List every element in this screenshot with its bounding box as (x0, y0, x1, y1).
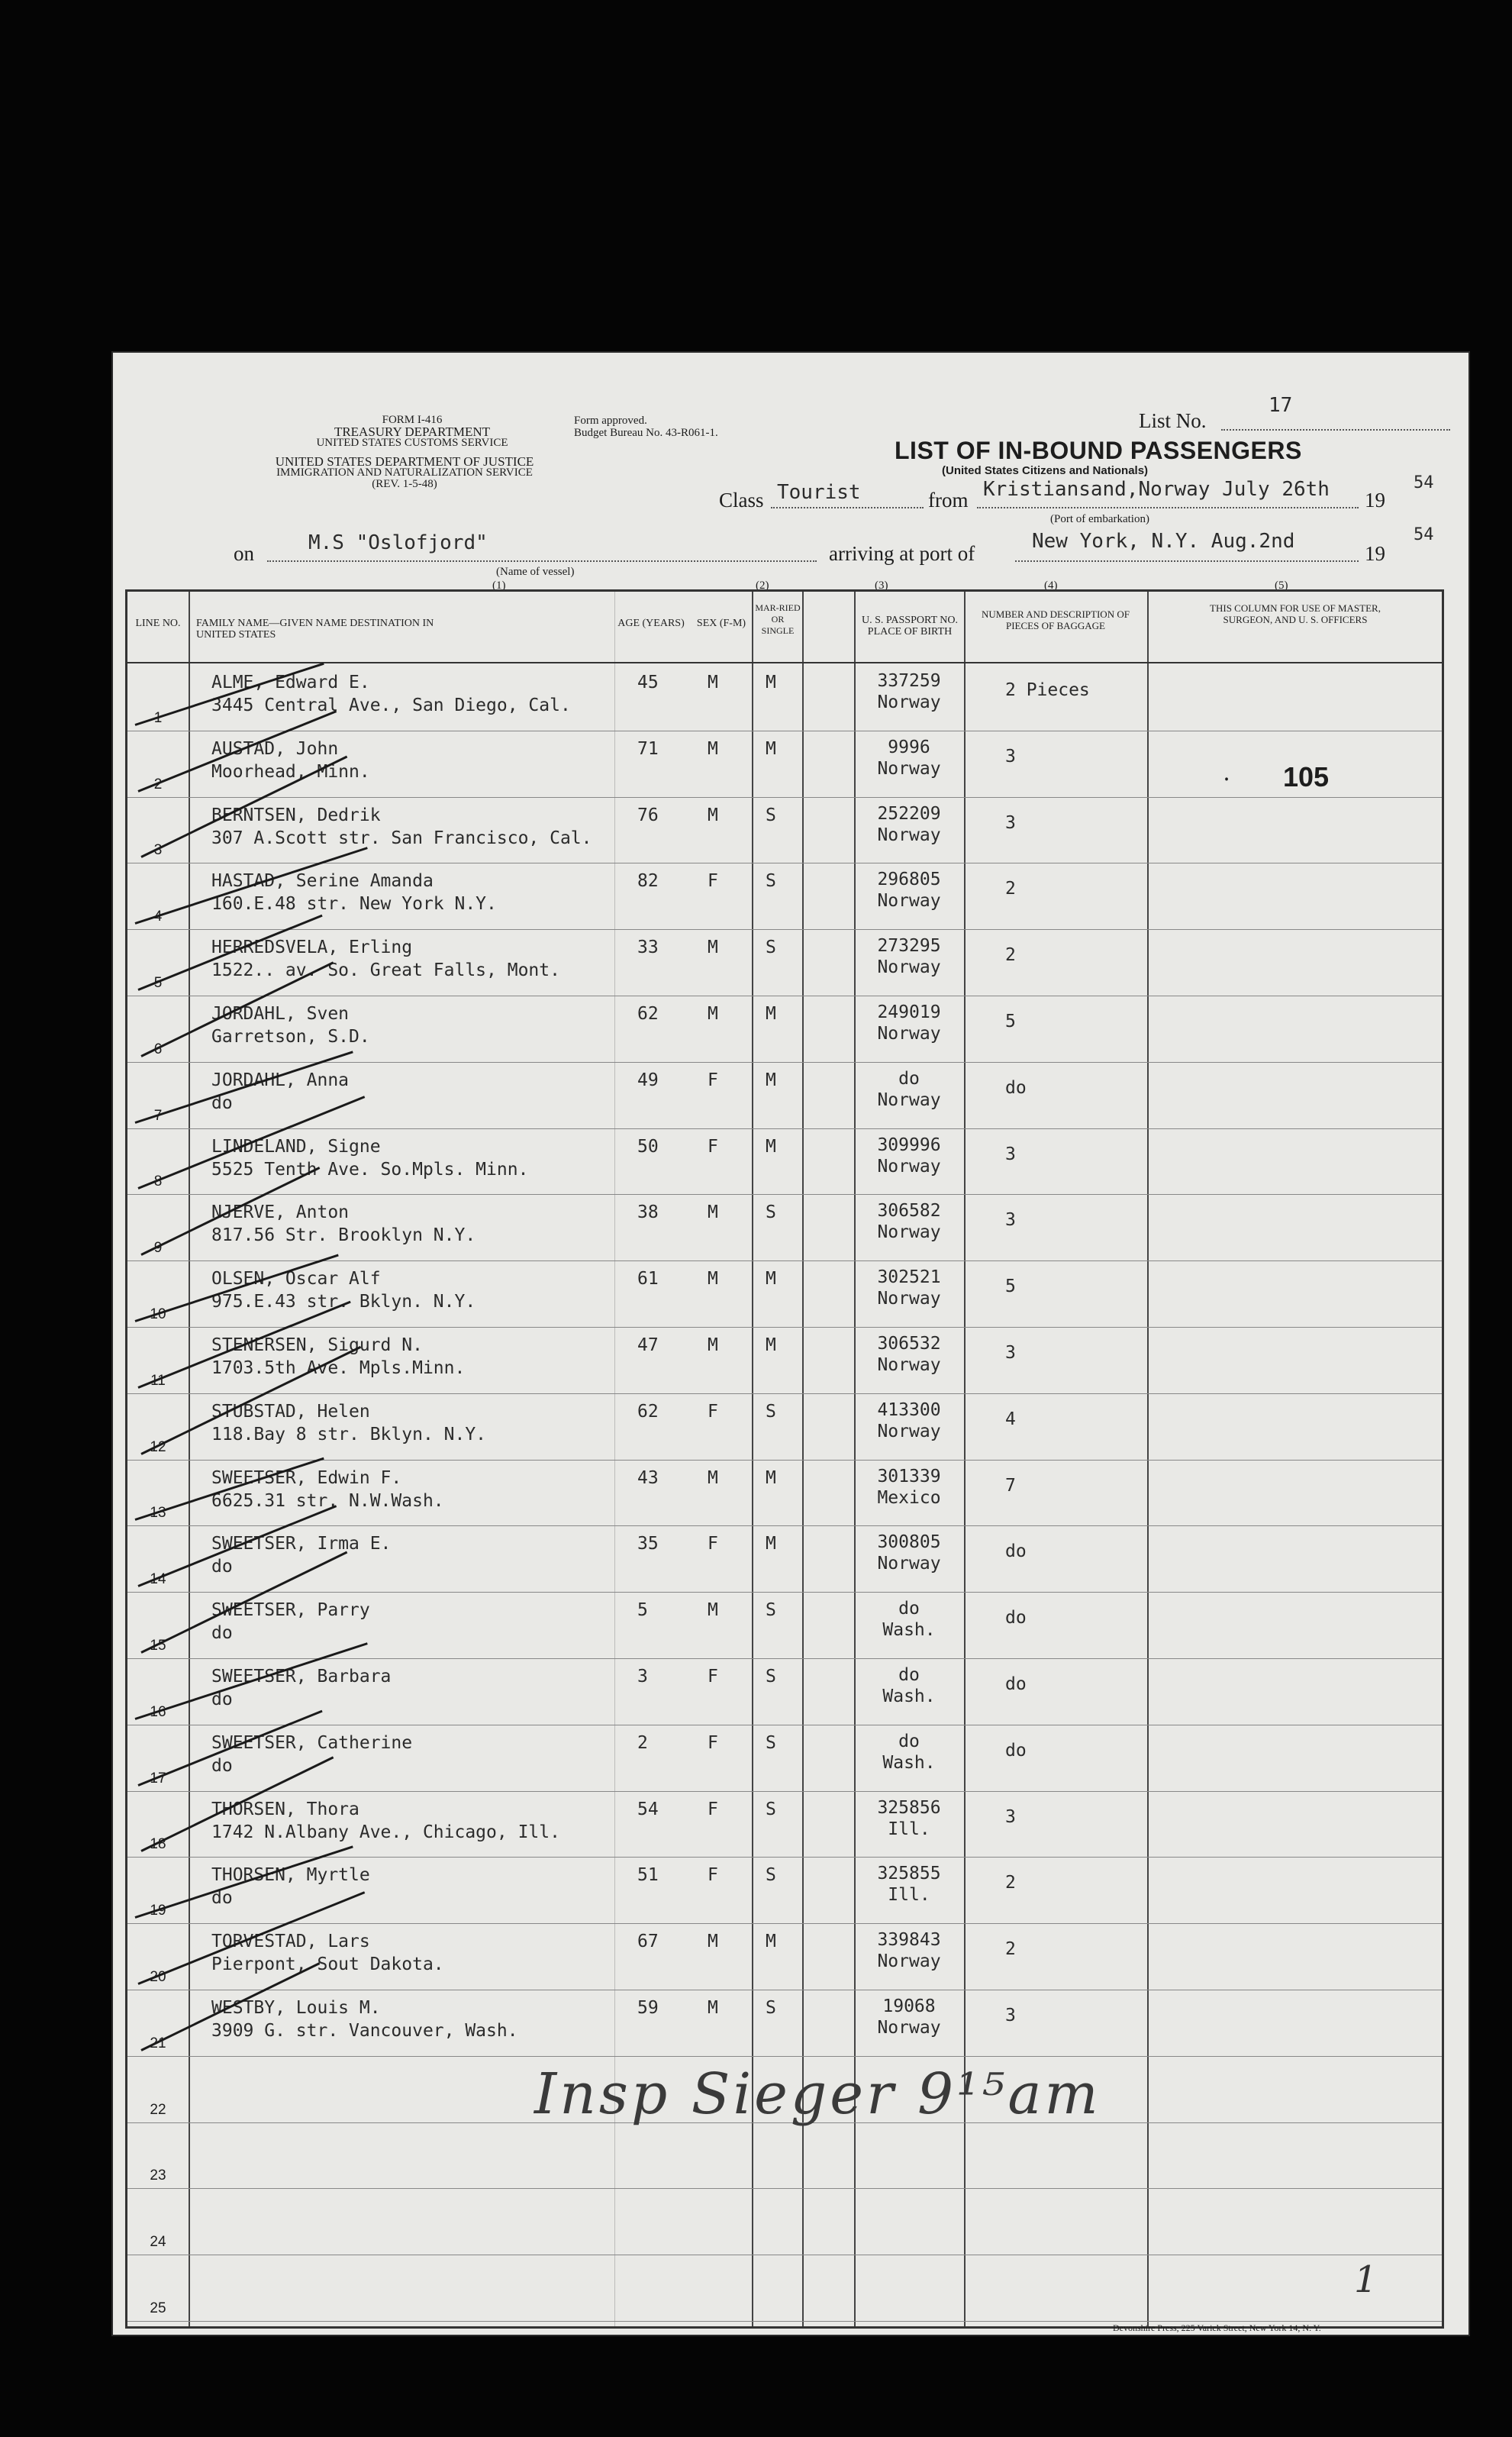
passenger-sex: F (708, 1667, 718, 1687)
passenger-sex: F (708, 1865, 718, 1886)
passenger-destination: 307 A.Scott str. San Francisco, Cal. (211, 828, 592, 848)
passenger-age: 3 (637, 1667, 648, 1687)
customs-service: UNITED STATES CUSTOMS SERVICE (316, 437, 508, 449)
table-row (127, 665, 1442, 731)
passenger-marital: M (766, 1070, 776, 1090)
passport-number: do (898, 1731, 920, 1751)
passenger-age: 5 (637, 1600, 648, 1621)
line-number: 6 (153, 1041, 163, 1057)
baggage: 2 (1005, 1873, 1016, 1893)
inspector-signature: Insp Sieger 9¹⁵am (534, 2061, 1101, 2127)
passenger-marital: S (766, 1732, 776, 1753)
baggage: 2 (1005, 945, 1016, 966)
vessel-label: (Name of vessel) (496, 566, 575, 578)
form-number: FORM I-416 (382, 414, 443, 426)
passenger-destination: 160.E.48 str. New York N.Y. (211, 894, 497, 915)
passenger-age: 67 (637, 1932, 659, 1952)
table-row (127, 1792, 1442, 1858)
birthplace: Norway (877, 1024, 941, 1044)
passenger-age: 71 (637, 738, 659, 759)
passport-number: 296805 (877, 870, 941, 890)
passport-number: do (898, 1665, 920, 1685)
col-num-2: (2) (756, 579, 769, 592)
passenger-name: STENERSEN, Sigurd N. (211, 1335, 423, 1355)
passenger-age: 47 (637, 1335, 659, 1355)
birthplace: Norway (877, 1089, 941, 1110)
table-row (127, 2255, 1442, 2322)
revision: (REV. 1-5-48) (372, 478, 437, 490)
passenger-destination: do (211, 1690, 233, 1709)
passenger-marital: S (766, 1799, 776, 1819)
passenger-name: LINDELAND, Signe (211, 1136, 381, 1157)
passenger-age: 38 (637, 1202, 659, 1223)
year-value: 54 (1414, 473, 1434, 492)
passenger-destination: 3445 Central Ave., San Diego, Cal. (211, 696, 571, 715)
line-number: 12 (150, 1438, 166, 1455)
class-value: Tourist (777, 481, 861, 504)
baggage: 3 (1005, 1806, 1016, 1827)
passenger-destination: do (211, 1557, 233, 1577)
birthplace: Norway (877, 957, 941, 978)
table-row (127, 1129, 1442, 1196)
line-number: 11 (150, 1372, 166, 1389)
table-row (127, 863, 1442, 930)
passenger-name: SWEETSER, Irma E. (211, 1534, 392, 1554)
passenger-sex: M (708, 1269, 718, 1290)
passenger-sex: M (708, 1202, 718, 1223)
passenger-name: JORDAHL, Anna (211, 1070, 350, 1090)
passenger-marital: S (766, 1600, 776, 1621)
line-number: 21 (150, 2035, 166, 2051)
form-title: LIST OF IN-BOUND PASSENGERS (895, 437, 1302, 464)
passenger-age: 76 (637, 805, 659, 825)
line-number: 9 (153, 1240, 163, 1257)
table-row (127, 1593, 1442, 1659)
passport-number: 19068 (882, 1996, 936, 2016)
col-num-4: (4) (1044, 579, 1058, 592)
table-row (127, 1924, 1442, 1990)
baggage: 4 (1005, 1409, 1016, 1429)
baggage: 3 (1005, 1144, 1016, 1164)
birthplace: Norway (877, 692, 941, 712)
passenger-name: WESTBY, Louis M. (211, 1998, 381, 2018)
arriving-label: arriving at port of (829, 542, 975, 565)
vessel-line (267, 560, 817, 562)
passenger-name: SWEETSER, Catherine (211, 1732, 413, 1753)
on-label: on (234, 542, 254, 565)
passenger-marital: S (766, 805, 776, 825)
passenger-sex: M (708, 805, 718, 825)
list-no-line (1221, 429, 1450, 431)
birthplace: Norway (877, 825, 941, 845)
passenger-age: 33 (637, 938, 659, 958)
passenger-destination: 118.Bay 8 str. Bklyn. N.Y. (211, 1424, 487, 1444)
table-row (127, 1195, 1442, 1261)
from-label: from (928, 489, 969, 512)
form-header-left (305, 415, 519, 449)
page-mark: 1 (1354, 2258, 1378, 2301)
passport-number: 413300 (877, 1399, 941, 1420)
table-row (127, 930, 1442, 996)
baggage: 7 (1005, 1475, 1016, 1496)
arrival-port: New York, N.Y. Aug.2nd (1032, 530, 1295, 553)
passenger-marital: S (766, 1401, 776, 1422)
table-row (127, 1990, 1442, 2057)
passport-number: 9996 (888, 737, 930, 757)
passenger-destination: do (211, 1623, 233, 1644)
passenger-destination: 1703.5th Ave. Mpls.Minn. (211, 1358, 466, 1378)
passenger-marital: M (766, 673, 776, 692)
birthplace: Norway (877, 2018, 941, 2038)
birthplace: Norway (877, 1289, 941, 1309)
passenger-destination: do (211, 1755, 233, 1776)
passenger-marital: S (766, 938, 776, 958)
birthplace: Ill. (888, 1885, 930, 1906)
table-row (127, 1526, 1442, 1593)
passenger-marital: S (766, 1667, 776, 1687)
line-number: 10 (150, 1306, 166, 1322)
passenger-destination: 817.56 Str. Brooklyn N.Y. (211, 1225, 476, 1246)
passenger-marital: M (766, 1136, 776, 1157)
col-num-5: (5) (1275, 579, 1288, 592)
passenger-marital: S (766, 871, 776, 892)
passport-number: 249019 (877, 1002, 941, 1022)
table-row (127, 1261, 1442, 1328)
passenger-marital: M (766, 1269, 776, 1290)
baggage: 2 (1005, 879, 1016, 899)
line-number: 25 (150, 2300, 166, 2316)
col-num-3: (3) (875, 579, 888, 592)
passport-number: 301339 (877, 1466, 941, 1486)
col-header-married: MAR-RIED OR SINGLE (755, 602, 801, 636)
passenger-name: OLSEN, Oscar Alf (211, 1269, 381, 1290)
birthplace: Mexico (877, 1487, 941, 1508)
passport-number: do (898, 1599, 920, 1619)
passenger-sex: M (708, 1932, 718, 1952)
line-number: 13 (150, 1505, 166, 1522)
col-header-officers: THIS COLUMN FOR USE OF MASTER, SURGEON, AND U. S. OFFICERS (1210, 602, 1381, 625)
line-number: 14 (150, 1571, 166, 1588)
line-number: 8 (153, 1173, 163, 1190)
passenger-destination: Garretson, S.D. (211, 1027, 370, 1047)
baggage: 2 Pieces (1005, 680, 1090, 700)
passenger-sex: M (708, 1600, 718, 1621)
ins-service: IMMIGRATION AND NATURALIZATION SERVICE (276, 466, 533, 479)
budget-bureau: Budget Bureau No. 43-R061-1. (574, 427, 718, 439)
passenger-marital: S (766, 1998, 776, 2018)
form-approved: Form approved. (574, 415, 647, 427)
passenger-destination: 975.E.43 str. Bklyn. N.Y. (211, 1292, 476, 1312)
table-row (127, 1858, 1442, 1924)
baggage: do (1005, 1608, 1027, 1628)
table-row (127, 1659, 1442, 1725)
line-number: 17 (150, 1770, 166, 1787)
passenger-destination: 5525 Tenth Ave. So.Mpls. Minn. (211, 1159, 529, 1180)
line-number: 23 (150, 2167, 166, 2184)
passenger-sex: M (708, 1998, 718, 2018)
passport-number: 273295 (877, 936, 941, 957)
passport-number: 306582 (877, 1201, 941, 1222)
passenger-sex: M (708, 673, 718, 692)
passenger-sex: F (708, 1732, 718, 1753)
baggage: do (1005, 1740, 1027, 1761)
passenger-name: BERNTSEN, Dedrik (211, 805, 381, 825)
line-number: 2 (153, 776, 163, 792)
passenger-age: 50 (637, 1136, 659, 1157)
line-number: 5 (153, 974, 163, 991)
baggage: 3 (1005, 812, 1016, 833)
passenger-marital: M (766, 1335, 776, 1355)
passenger-destination: Moorhead, Minn. (211, 761, 370, 782)
passenger-age: 2 (637, 1732, 648, 1753)
passenger-marital: S (766, 1202, 776, 1223)
passenger-destination: 1742 N.Albany Ave., Chicago, Ill. (211, 1822, 560, 1842)
passenger-destination: 6625.31 str. N.W.Wash. (211, 1490, 444, 1511)
passenger-age: 54 (637, 1799, 659, 1819)
line-number: 15 (150, 1637, 166, 1654)
treasury-department: TREASURY DEPARTMENT (334, 424, 491, 439)
passenger-sex: F (708, 1534, 718, 1554)
birthplace: Norway (877, 1355, 941, 1375)
line-number: 16 (150, 1703, 166, 1720)
table-row (127, 1063, 1442, 1129)
baggage: 3 (1005, 2006, 1016, 2025)
passenger-age: 35 (637, 1534, 659, 1554)
birthplace: Wash. (882, 1752, 936, 1773)
birthplace: Norway (877, 1421, 941, 1441)
passenger-sex: F (708, 1799, 718, 1819)
baggage: 3 (1005, 1343, 1016, 1363)
baggage: do (1005, 1077, 1027, 1098)
baggage: 3 (1005, 1210, 1016, 1231)
passenger-destination: 3909 G. str. Vancouver, Wash. (211, 2021, 518, 2041)
passport-number: 309996 (877, 1135, 941, 1155)
check-mark (135, 663, 324, 726)
passenger-name: SWEETSER, Parry (211, 1600, 370, 1621)
table-row (127, 1461, 1442, 1527)
passenger-age: 51 (637, 1865, 659, 1886)
passenger-destination: do (211, 1093, 233, 1113)
passenger-marital: M (766, 1004, 776, 1024)
table-row (127, 2123, 1442, 2190)
table-row (127, 1725, 1442, 1792)
year-prefix: 19 (1365, 489, 1385, 512)
line-number: 4 (153, 909, 163, 925)
passenger-sex: F (708, 1070, 718, 1090)
form-header-justice (229, 456, 580, 490)
table-row (127, 2189, 1442, 2255)
birthplace: Norway (877, 758, 941, 779)
line-number: 7 (153, 1107, 163, 1124)
passenger-name: SWEETSER, Edwin F. (211, 1467, 402, 1488)
passenger-name: NJERVE, Anton (211, 1202, 350, 1223)
passenger-sex: M (708, 738, 718, 759)
passport-number: 325855 (877, 1864, 941, 1884)
printer-imprint: Devonshire Press, 225 Varick Street, New York 14, N. Y. (1113, 2322, 1321, 2333)
justice-department: UNITED STATES DEPARTMENT OF JUSTICE (275, 454, 534, 469)
baggage: 3 (1005, 746, 1016, 767)
birthplace: Wash. (882, 1687, 936, 1706)
table-row (127, 996, 1442, 1063)
passenger-sex: F (708, 1401, 718, 1422)
class-label: Class (719, 489, 764, 512)
birthplace: Norway (877, 1156, 941, 1177)
line-number: 20 (150, 1968, 166, 1985)
passenger-name: JORDAHL, Sven (211, 1004, 350, 1024)
vessel-name: M.S "Oslofjord" (308, 531, 488, 554)
line-number: 3 (153, 842, 163, 859)
passenger-name: STUBSTAD, Helen (211, 1401, 370, 1422)
passport-number: 325856 (877, 1797, 941, 1818)
passenger-marital: S (766, 1865, 776, 1886)
passport-number: 300805 (877, 1532, 941, 1553)
passenger-name: THORSEN, Thora (211, 1799, 359, 1819)
table-row (127, 1328, 1442, 1394)
year-prefix-2: 19 (1365, 542, 1385, 565)
line-number: 22 (150, 2101, 166, 2118)
baggage: 2 (1005, 1939, 1016, 1960)
passport-number: 302521 (877, 1267, 941, 1288)
passenger-age: 82 (637, 871, 659, 892)
line-number: 24 (150, 2234, 166, 2251)
baggage: do (1005, 1541, 1027, 1562)
passenger-marital: M (766, 1534, 776, 1554)
col-header-line: LINE NO. (135, 618, 181, 629)
col-header-sex: SEX (F-M) (696, 618, 746, 629)
row-rule (127, 2321, 1442, 2322)
passenger-name: TORVESTAD, Lars (211, 1932, 370, 1952)
from-value: Kristiansand,Norway July 26th (983, 478, 1330, 501)
arrival-line (1015, 560, 1359, 562)
passenger-sex: M (708, 938, 718, 958)
passenger-name: HERREDSVELA, Erling (211, 938, 413, 958)
passenger-age: 49 (637, 1070, 659, 1090)
form-approval (574, 415, 718, 439)
baggage: 5 (1005, 1277, 1016, 1297)
passenger-sex: F (708, 1136, 718, 1157)
passenger-age: 62 (637, 1401, 659, 1422)
passenger-age: 61 (637, 1269, 659, 1290)
birthplace: Norway (877, 1951, 941, 1972)
passenger-marital: M (766, 738, 776, 759)
passport-number: 306532 (877, 1334, 941, 1354)
passenger-age: 62 (637, 1004, 659, 1024)
passport-number: 337259 (877, 671, 941, 691)
passenger-destination: do (211, 1888, 233, 1909)
passenger-sex: M (708, 1004, 718, 1024)
baggage: 5 (1005, 1012, 1016, 1031)
col-header-passport: U. S. PASSPORT NO. PLACE OF BIRTH (862, 615, 958, 637)
table-row (127, 798, 1442, 864)
passport-number: do (898, 1068, 920, 1089)
list-no-value: 17 (1269, 394, 1293, 417)
year-value-2: 54 (1414, 525, 1434, 544)
table-row (127, 731, 1442, 798)
birthplace: Wash. (882, 1620, 936, 1641)
officer-note: 105 (1283, 761, 1330, 792)
birthplace: Norway (877, 1554, 941, 1574)
passport-number: 252209 (877, 803, 941, 824)
passenger-destination: 1522.. av. So. Great Falls, Mont. (211, 960, 560, 981)
passenger-marital: M (766, 1932, 776, 1952)
birthplace: Norway (877, 1222, 941, 1243)
passenger-name: THORSEN, Myrtle (211, 1865, 370, 1886)
check-mark (135, 1457, 324, 1521)
passenger-sex: M (708, 1467, 718, 1488)
passenger-name: ALME, Edward E. (211, 673, 370, 692)
officer-mark: ⸱ (1223, 767, 1230, 792)
passenger-sex: M (708, 1335, 718, 1355)
passenger-age: 45 (637, 673, 659, 692)
passport-number: 339843 (877, 1930, 941, 1951)
passenger-name: HASTAD, Serine Amanda (211, 871, 434, 892)
passenger-age: 43 (637, 1467, 659, 1488)
passenger-name: SWEETSER, Barbara (211, 1667, 392, 1687)
line-number: 1 (153, 709, 163, 726)
passenger-marital: M (766, 1467, 776, 1488)
list-no-label: List No. (1139, 409, 1207, 432)
passenger-destination: Pierpont, Sout Dakota. (211, 1954, 444, 1975)
passenger-age: 59 (637, 1998, 659, 2018)
col-header-age: AGE (YEARS) (617, 618, 685, 629)
col-header-baggage: NUMBER AND DESCRIPTION OF PIECES OF BAGGAGE (982, 608, 1130, 631)
from-line (977, 507, 1359, 508)
birthplace: Ill. (888, 1819, 930, 1839)
line-number: 19 (150, 1903, 166, 1919)
embark-label: (Port of embarkation) (1050, 513, 1149, 525)
baggage: do (1005, 1674, 1027, 1694)
passenger-name: AUSTAD, John (211, 738, 339, 759)
col-header-name: FAMILY NAME—GIVEN NAME DESTINATION IN UNITED STATES (196, 618, 434, 641)
class-line (771, 507, 924, 508)
birthplace: Norway (877, 891, 941, 912)
header-rule (127, 662, 1442, 663)
passenger-sex: F (708, 871, 718, 892)
line-number: 18 (150, 1836, 166, 1853)
table-row (127, 1394, 1442, 1461)
form-subtitle: (United States Citizens and Nationals) (942, 464, 1149, 477)
col-num-1: (1) (492, 579, 506, 592)
